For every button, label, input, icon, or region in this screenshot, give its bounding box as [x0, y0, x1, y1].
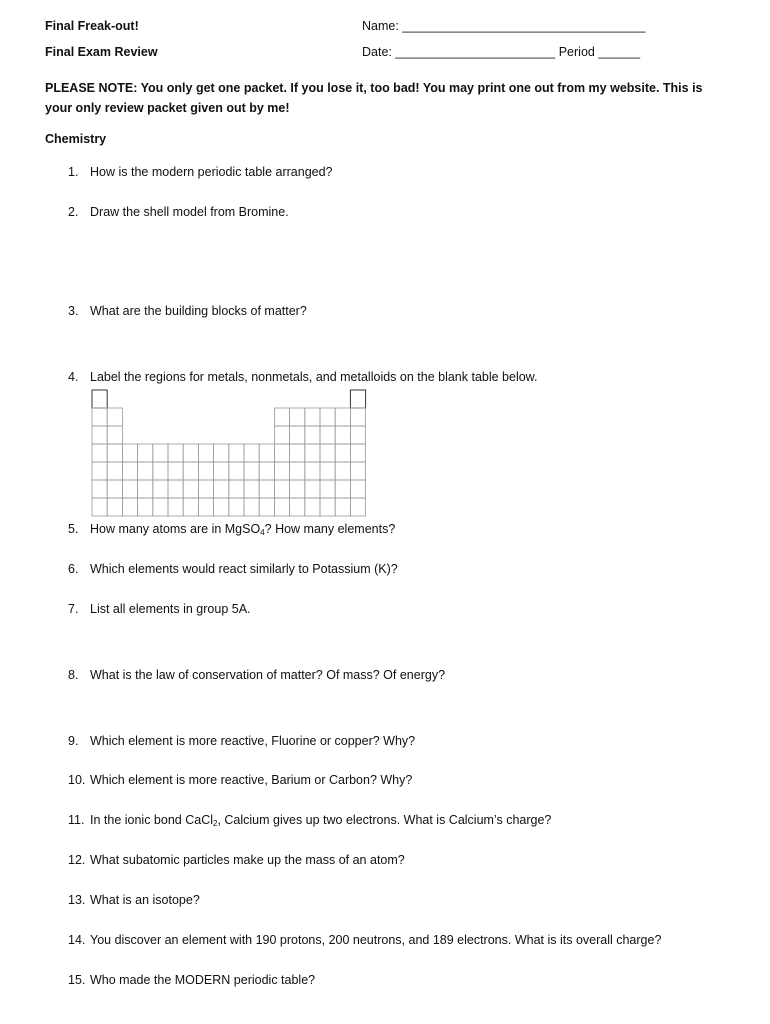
- question-number: 10.: [68, 773, 86, 787]
- table-cell: [198, 444, 213, 462]
- question-text: Which elements would react similarly to Potassium (K)?: [90, 562, 398, 576]
- table-cell: [107, 462, 122, 480]
- table-cell: [183, 480, 198, 498]
- table-cell: [198, 462, 213, 480]
- question-text: How is the modern periodic table arranged?: [90, 165, 333, 179]
- question-text: Label the regions for metals, nonmetals, and metalloids on the blank table below.: [90, 370, 538, 384]
- question-number: 7.: [68, 602, 79, 616]
- table-cell: [335, 444, 350, 462]
- question-text: Draw the shell model from Bromine.: [90, 205, 289, 219]
- question-text: List all elements in group 5A.: [90, 602, 251, 616]
- table-cell: [92, 444, 107, 462]
- worksheet-subtitle: Final Exam Review: [45, 45, 158, 59]
- table-cell: [244, 462, 259, 480]
- table-cell: [350, 390, 365, 408]
- table-cell: [290, 462, 305, 480]
- worksheet-title: Final Freak-out!: [45, 19, 139, 33]
- table-cell: [92, 426, 107, 444]
- question-number: 12.: [68, 853, 86, 867]
- table-cell: [350, 444, 365, 462]
- table-cell: [290, 408, 305, 426]
- question-text: Which element is more reactive, Fluorine or copper? Why?: [90, 734, 416, 748]
- table-cell: [138, 462, 153, 480]
- table-cell: [320, 498, 335, 516]
- table-cell: [153, 498, 168, 516]
- table-cell: [107, 426, 122, 444]
- table-cell: [290, 480, 305, 498]
- table-cell: [153, 444, 168, 462]
- table-cell: [138, 498, 153, 516]
- question-number: 2.: [68, 205, 79, 219]
- table-cell: [153, 480, 168, 498]
- table-cell: [335, 498, 350, 516]
- table-cell: [183, 444, 198, 462]
- table-cell: [305, 462, 320, 480]
- table-cell: [290, 498, 305, 516]
- question-number: 11.: [68, 813, 85, 827]
- table-cell: [229, 462, 244, 480]
- table-cell: [92, 480, 107, 498]
- table-cell: [305, 426, 320, 444]
- table-cell: [335, 408, 350, 426]
- table-cell: [183, 498, 198, 516]
- table-cell: [168, 444, 183, 462]
- table-cell: [274, 498, 289, 516]
- subscript: 4: [260, 528, 265, 537]
- date-period-label: Date: _______________________ Period ______: [362, 45, 641, 59]
- table-cell: [229, 498, 244, 516]
- section-title: Chemistry: [45, 132, 107, 146]
- question-number: 8.: [68, 668, 79, 682]
- table-cell: [274, 426, 289, 444]
- table-cell: [168, 462, 183, 480]
- table-cell: [92, 390, 107, 408]
- table-cell: [214, 498, 229, 516]
- table-cell: [168, 498, 183, 516]
- name-field-label: Name: ___________________________________: [362, 19, 646, 33]
- question-text-part: , Calcium gives up two electrons. What is Calcium’s charge?: [217, 813, 552, 827]
- table-cell: [214, 444, 229, 462]
- table-cell: [320, 462, 335, 480]
- question-text: What is an isotope?: [90, 893, 200, 907]
- table-cell: [107, 408, 122, 426]
- question-text-part: ? How many elements?: [264, 522, 396, 536]
- table-cell: [305, 480, 320, 498]
- table-cell: [122, 462, 137, 480]
- question-number: 5.: [68, 522, 79, 536]
- question-number: 9.: [68, 734, 79, 748]
- question-text: What subatomic particles make up the mass of an atom?: [90, 853, 405, 867]
- table-cell: [350, 462, 365, 480]
- table-cell: [320, 408, 335, 426]
- question-text: Who made the MODERN periodic table?: [90, 973, 316, 987]
- question-number: 3.: [68, 304, 79, 318]
- question-number: 1.: [68, 165, 79, 179]
- table-cell: [122, 444, 137, 462]
- table-cell: [274, 444, 289, 462]
- table-cell: [290, 426, 305, 444]
- table-cell: [244, 480, 259, 498]
- table-cell: [153, 462, 168, 480]
- table-cell: [274, 462, 289, 480]
- question-number: 4.: [68, 370, 79, 384]
- table-cell: [305, 444, 320, 462]
- table-cell: [107, 444, 122, 462]
- question-text: You discover an element with 190 protons, 200 neutrons, and 189 electrons. What is its overall charge?: [90, 933, 662, 947]
- table-cell: [92, 408, 107, 426]
- question-number: 15.: [68, 973, 86, 987]
- table-cell: [229, 444, 244, 462]
- table-cell: [350, 498, 365, 516]
- table-cell: [92, 462, 107, 480]
- subscript: 2: [213, 819, 218, 828]
- question-text-part: How many atoms are in MgSO: [90, 522, 261, 536]
- table-cell: [274, 408, 289, 426]
- question-text: [90, 522, 395, 536]
- table-cell: [107, 480, 122, 498]
- table-cell: [198, 480, 213, 498]
- question-text: [90, 813, 551, 827]
- table-cell: [198, 498, 213, 516]
- question-text: What is the law of conservation of matter? Of mass? Of energy?: [90, 668, 446, 682]
- question-number: 6.: [68, 562, 79, 576]
- table-cell: [259, 462, 274, 480]
- table-cell: [320, 444, 335, 462]
- table-cell: [259, 444, 274, 462]
- table-cell: [244, 498, 259, 516]
- table-cell: [138, 480, 153, 498]
- table-cell: [229, 480, 244, 498]
- packet-note: PLEASE NOTE: You only get one packet. If you lose it, too bad! You may print one out from my website. This is your only review packet given out by me!: [45, 81, 703, 115]
- table-cell: [138, 444, 153, 462]
- table-cell: [259, 498, 274, 516]
- table-cell: [92, 498, 107, 516]
- table-cell: [305, 408, 320, 426]
- table-cell: [305, 498, 320, 516]
- table-cell: [335, 462, 350, 480]
- question-number: 13.: [68, 893, 86, 907]
- table-cell: [107, 498, 122, 516]
- table-cell: [214, 480, 229, 498]
- question-text: What are the building blocks of matter?: [90, 304, 307, 318]
- question-text-part: In the ionic bond CaCl: [90, 813, 213, 827]
- table-cell: [320, 480, 335, 498]
- table-cell: [335, 480, 350, 498]
- table-cell: [274, 480, 289, 498]
- question-number: 14.: [68, 933, 86, 947]
- question-text: Which element is more reactive, Barium or Carbon? Why?: [90, 773, 413, 787]
- table-cell: [350, 408, 365, 426]
- table-cell: [350, 426, 365, 444]
- table-cell: [168, 480, 183, 498]
- table-cell: [183, 462, 198, 480]
- table-cell: [335, 426, 350, 444]
- table-cell: [290, 444, 305, 462]
- table-cell: [259, 480, 274, 498]
- table-cell: [214, 462, 229, 480]
- table-cell: [122, 498, 137, 516]
- table-cell: [122, 480, 137, 498]
- table-cell: [350, 480, 365, 498]
- table-cell: [244, 444, 259, 462]
- table-cell: [320, 426, 335, 444]
